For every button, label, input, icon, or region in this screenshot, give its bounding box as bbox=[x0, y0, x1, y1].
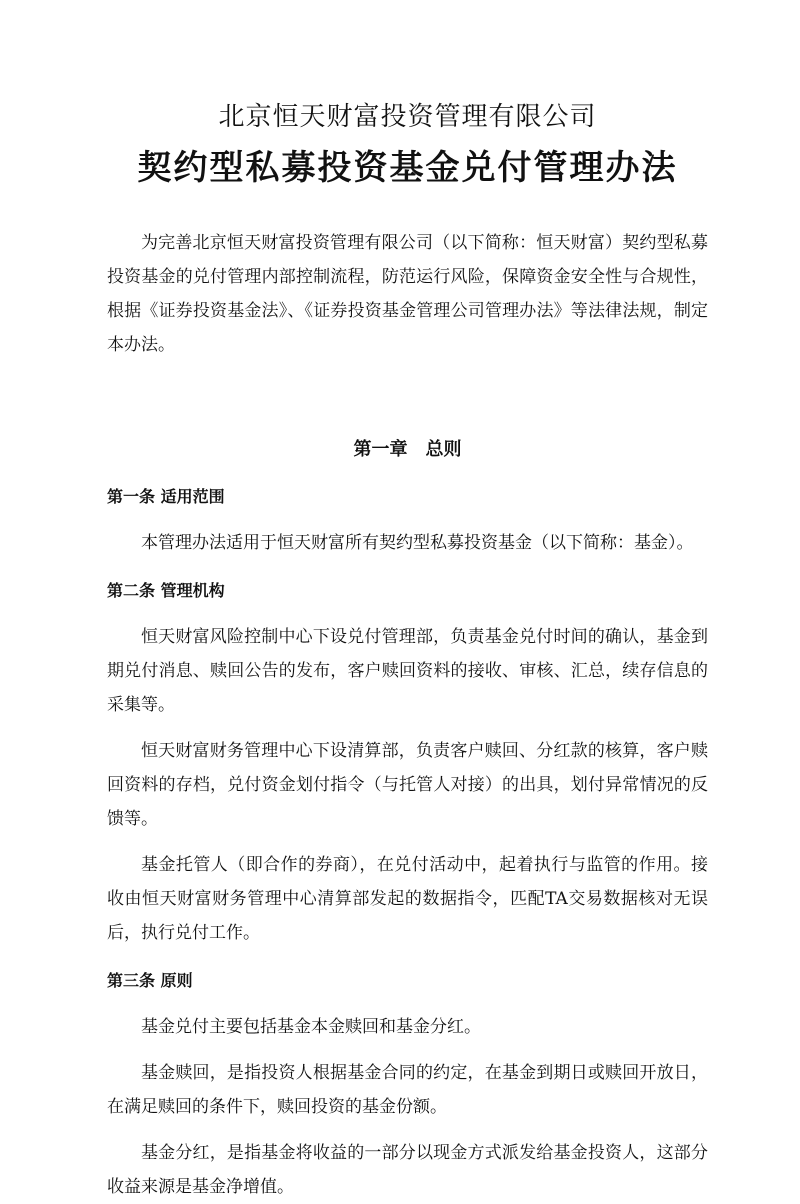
article-2-paragraph-3: 基金托管人（即合作的券商），在兑付活动中，起着执行与监管的作用。接收由恒天财富财务管理中心清算部发起的数据指令，匹配TA交易数据核对无误后，执行兑付工作。 bbox=[107, 855, 708, 943]
chapter-heading: 第一章 总则 bbox=[353, 439, 462, 460]
article-3-paragraph-1: 基金兑付主要包括基金本金赎回和基金分红。 bbox=[141, 1017, 481, 1037]
article-1-heading: 第一条 适用范围 bbox=[107, 487, 225, 506]
article-3-paragraph-2: 基金赎回，是指投资人根据基金合同的约定，在基金到期日或赎回开放日，在满足赎回的条件下，赎回投资的基金份额。 bbox=[107, 1063, 708, 1117]
article-3-heading: 第三条 原则 bbox=[107, 971, 193, 990]
document-title: 契约型私募投资基金兑付管理办法 bbox=[137, 148, 678, 188]
preamble-paragraph: 为完善北京恒天财富投资管理有限公司（以下简称：恒天财富）契约型私募投资基金的兑付管理内部控制流程，防范运行风险，保障资金安全性与合规性，根据《证券投资基金法》、《证券投资基金管理公司管理办法》等法律法规，制定本办法。 bbox=[107, 233, 708, 355]
article-1-paragraph: 本管理办法适用于恒天财富所有契约型私募投资基金（以下简称：基金）。 bbox=[141, 533, 694, 553]
article-2-paragraph-1: 恒天财富风险控制中心下设兑付管理部，负责基金兑付时间的确认，基金到期兑付消息、赎回公告的发布，客户赎回资料的接收、审核、汇总，续存信息的采集等。 bbox=[107, 627, 708, 715]
article-2-paragraph-2: 恒天财富财务管理中心下设清算部，负责客户赎回、分红款的核算，客户赎回资料的存档，兑付资金划付指令（与托管人对接）的出具，划付异常情况的反馈等。 bbox=[107, 741, 708, 829]
article-3-paragraph-3: 基金分红，是指基金将收益的一部分以现金方式派发给基金投资人，这部分收益来源是基金净增值。 bbox=[107, 1143, 708, 1197]
article-2-heading: 第二条 管理机构 bbox=[107, 581, 225, 600]
company-name: 北京恒天财富投资管理有限公司 bbox=[218, 102, 597, 132]
